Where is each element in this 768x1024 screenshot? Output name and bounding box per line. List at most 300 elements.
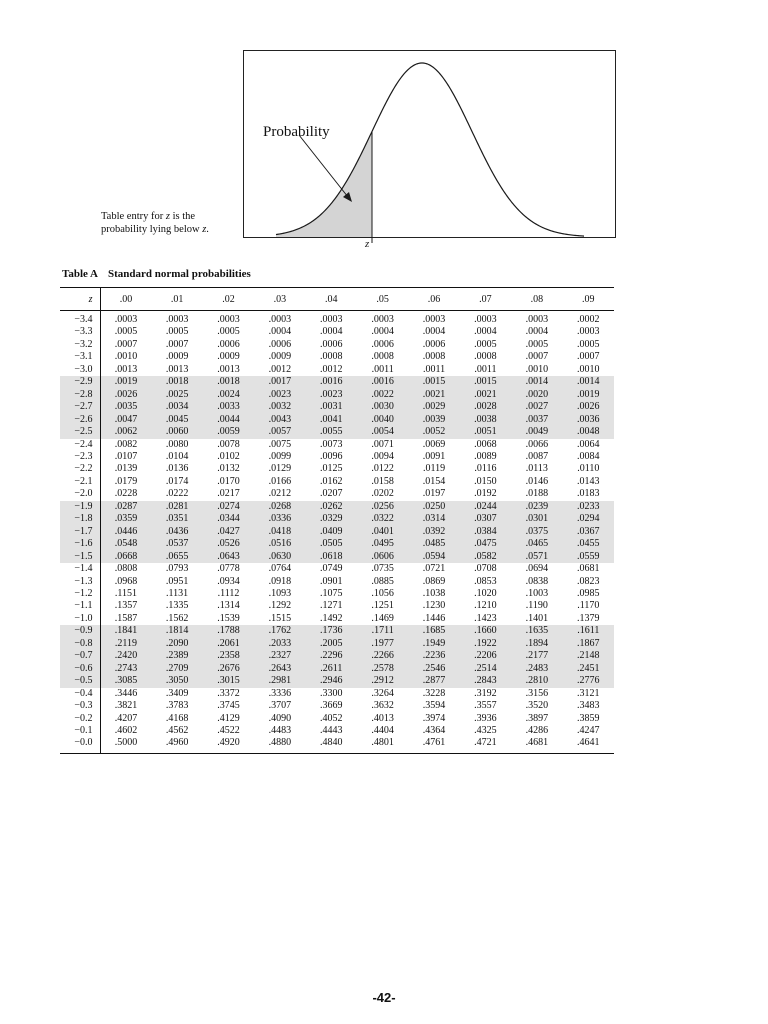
table-row bbox=[60, 700, 614, 712]
probability-cell: .1003 bbox=[525, 587, 549, 599]
probability-cell: .3085 bbox=[114, 675, 138, 687]
probability-cell: .3300 bbox=[320, 687, 343, 699]
probability-cell: .0668 bbox=[114, 550, 138, 562]
caption-variable: z bbox=[202, 224, 207, 235]
table-row bbox=[60, 737, 614, 752]
z-value-cell: −0.6 bbox=[60, 663, 100, 675]
probability-cell: .0274 bbox=[217, 500, 240, 512]
probability-cell: .3050 bbox=[165, 675, 189, 687]
probability-cell: .4247 bbox=[577, 724, 600, 736]
probability-cell: .1379 bbox=[577, 612, 600, 624]
probability-cell: .0233 bbox=[577, 500, 600, 512]
probability-cell: .2946 bbox=[320, 675, 343, 687]
probability-cell: .0192 bbox=[474, 488, 497, 500]
table-row bbox=[60, 414, 614, 426]
probability-cell: .0087 bbox=[525, 450, 549, 462]
z-value-cell: −1.9 bbox=[60, 501, 100, 513]
probability-cell: .1210 bbox=[474, 600, 497, 612]
probability-cell: .0011 bbox=[422, 363, 446, 375]
probability-cell: .0735 bbox=[371, 563, 394, 575]
probability-cell: .0008 bbox=[474, 351, 497, 363]
probability-cell: .0009 bbox=[268, 351, 292, 363]
probability-cell: .3372 bbox=[217, 687, 240, 699]
probability-cell: .1151 bbox=[114, 587, 138, 599]
probability-cell: .1635 bbox=[525, 625, 549, 637]
z-marker-label: z bbox=[365, 238, 370, 250]
probability-cell: .1230 bbox=[422, 600, 446, 612]
probability-cell: .4840 bbox=[320, 737, 343, 749]
probability-cell: .0359 bbox=[114, 513, 138, 525]
probability-cell: .4364 bbox=[422, 724, 446, 736]
probability-cell: .0708 bbox=[474, 563, 497, 575]
probability-cell: .1190 bbox=[525, 600, 548, 612]
column-header: .06 bbox=[427, 293, 441, 305]
probability-cell: .1515 bbox=[268, 612, 292, 624]
probability-cell: .3156 bbox=[525, 687, 549, 699]
table-row bbox=[60, 688, 614, 700]
probability-cell: .0183 bbox=[577, 488, 600, 500]
probability-cell: .4920 bbox=[217, 737, 240, 749]
bell-curve-line bbox=[276, 63, 584, 236]
probability-cell: .0007 bbox=[525, 351, 549, 363]
table-name: Standard normal probabilities bbox=[107, 268, 251, 280]
probability-cell: .2810 bbox=[525, 675, 549, 687]
probability-cell: .0017 bbox=[268, 376, 292, 388]
probability-cell: .2776 bbox=[577, 675, 600, 687]
probability-cell: .0132 bbox=[217, 463, 240, 475]
probability-cell: .0749 bbox=[320, 563, 343, 575]
probability-cell: .0003 bbox=[371, 314, 394, 325]
probability-cell: .0025 bbox=[165, 388, 189, 400]
probability-cell: .0004 bbox=[320, 326, 343, 338]
table-row bbox=[60, 625, 614, 637]
column-header: .05 bbox=[376, 293, 389, 305]
probability-cell: .0125 bbox=[320, 463, 343, 475]
column-header: .09 bbox=[582, 293, 595, 305]
probability-cell: .0005 bbox=[525, 338, 549, 350]
probability-cell: .3121 bbox=[577, 687, 600, 699]
probability-cell: .0336 bbox=[268, 513, 292, 525]
probability-cell: .4286 bbox=[525, 724, 549, 736]
table-title bbox=[62, 268, 251, 280]
z-value-cell: −0.7 bbox=[60, 650, 100, 662]
probability-cell: .3228 bbox=[422, 687, 446, 699]
probability-cell: .2611 bbox=[320, 662, 343, 674]
probability-cell: .1736 bbox=[320, 625, 343, 637]
probability-cell: .0003 bbox=[268, 314, 292, 325]
probability-cell: .4443 bbox=[320, 724, 343, 736]
probability-cell: .1056 bbox=[371, 587, 394, 599]
probability-cell: .1314 bbox=[217, 600, 240, 612]
probability-cell: .0307 bbox=[474, 513, 497, 525]
probability-cell: .0427 bbox=[217, 525, 240, 537]
probability-cell: .0188 bbox=[525, 488, 549, 500]
probability-cell: .0005 bbox=[474, 338, 497, 350]
probability-cell: .0559 bbox=[577, 550, 600, 562]
z-value-cell: −1.0 bbox=[60, 613, 100, 625]
probability-cell: .0069 bbox=[422, 438, 446, 450]
probability-cell: .0015 bbox=[474, 376, 497, 388]
probability-cell: .0681 bbox=[577, 563, 600, 575]
probability-cell: .0004 bbox=[525, 326, 549, 338]
z-value-cell: −1.3 bbox=[60, 576, 100, 588]
probability-cell: .2877 bbox=[422, 675, 446, 687]
probability-cell: .0618 bbox=[320, 550, 343, 562]
probability-cell: .0018 bbox=[165, 376, 189, 388]
probability-cell: .1292 bbox=[268, 600, 292, 612]
probability-cell: .0005 bbox=[165, 326, 189, 338]
probability-cell: .0054 bbox=[371, 426, 394, 438]
table-row bbox=[60, 563, 614, 575]
probability-cell: .0301 bbox=[525, 513, 549, 525]
probability-cell: .0064 bbox=[577, 438, 600, 450]
probability-cell: .0015 bbox=[422, 376, 446, 388]
probability-cell: .1814 bbox=[165, 625, 189, 637]
probability-cell: .0170 bbox=[217, 475, 240, 487]
probability-cell: .3446 bbox=[114, 687, 138, 699]
probability-cell: .0023 bbox=[320, 388, 343, 400]
probability-cell: .0643 bbox=[217, 550, 240, 562]
probability-cell: .2389 bbox=[165, 650, 189, 662]
probability-cell: .2743 bbox=[114, 662, 138, 674]
probability-cell: .0143 bbox=[577, 475, 600, 487]
table-row bbox=[60, 663, 614, 675]
probability-cell: .0071 bbox=[371, 438, 394, 450]
probability-cell: .0951 bbox=[165, 575, 189, 587]
probability-cell: .1539 bbox=[217, 612, 240, 624]
probability-cell: .0043 bbox=[268, 413, 292, 425]
probability-cell: .0027 bbox=[525, 401, 549, 413]
probability-cell: .0080 bbox=[165, 438, 189, 450]
probability-cell: .1562 bbox=[165, 612, 189, 624]
probability-cell: .0012 bbox=[320, 363, 343, 375]
z-value-cell: −0.8 bbox=[60, 638, 100, 650]
probability-cell: .0537 bbox=[165, 538, 189, 550]
probability-cell: .0005 bbox=[577, 338, 600, 350]
probability-cell: .2578 bbox=[371, 662, 394, 674]
probability-cell: .4325 bbox=[474, 724, 497, 736]
z-value-cell: −0.2 bbox=[60, 713, 100, 725]
probability-cell: .3859 bbox=[577, 712, 600, 724]
probability-cell: .2546 bbox=[422, 662, 446, 674]
probability-cell: .0968 bbox=[114, 575, 138, 587]
probability-cell: .2236 bbox=[422, 650, 446, 662]
probability-cell: .4404 bbox=[371, 724, 394, 736]
probability-cell: .0052 bbox=[422, 426, 446, 438]
probability-cell: .4641 bbox=[577, 737, 600, 749]
normal-curve-graphic bbox=[244, 51, 617, 239]
probability-cell: .0778 bbox=[217, 563, 240, 575]
table-row bbox=[60, 376, 614, 388]
probability-cell: .0212 bbox=[268, 488, 292, 500]
probability-cell: .2643 bbox=[268, 662, 292, 674]
probability-cell: .0055 bbox=[320, 426, 343, 438]
probability-cell: .0207 bbox=[320, 488, 343, 500]
probability-cell: .5000 bbox=[114, 737, 138, 749]
probability-cell: .2514 bbox=[474, 662, 497, 674]
probability-cell: .0037 bbox=[525, 413, 549, 425]
probability-cell: .0158 bbox=[371, 475, 394, 487]
probability-cell: .0003 bbox=[165, 314, 189, 325]
probability-cell: .0823 bbox=[577, 575, 600, 587]
probability-cell: .1251 bbox=[371, 600, 394, 612]
probability-cell: .3669 bbox=[320, 700, 343, 712]
probability-cell: .2327 bbox=[268, 650, 292, 662]
table-bottom-rule bbox=[60, 753, 614, 754]
probability-cell: .0244 bbox=[474, 500, 497, 512]
probability-cell: .0606 bbox=[371, 550, 394, 562]
probability-arrow bbox=[299, 135, 348, 197]
table-row bbox=[60, 725, 614, 737]
probability-cell: .0045 bbox=[165, 413, 189, 425]
probability-cell: .0051 bbox=[474, 426, 497, 438]
probability-cell: .0446 bbox=[114, 525, 138, 537]
probability-cell: .0409 bbox=[320, 525, 343, 537]
probability-cell: .0040 bbox=[371, 413, 394, 425]
z-value-cell: −2.1 bbox=[60, 476, 100, 488]
table-row bbox=[60, 650, 614, 662]
probability-cell: .0162 bbox=[320, 475, 343, 487]
probability-cell: .0047 bbox=[114, 413, 138, 425]
z-value-cell: −1.6 bbox=[60, 538, 100, 550]
probability-cell: .0256 bbox=[371, 500, 394, 512]
probability-cell: .0918 bbox=[268, 575, 292, 587]
probability-cell: .0329 bbox=[320, 513, 343, 525]
probability-cell: .1335 bbox=[165, 600, 189, 612]
probability-cell: .0099 bbox=[268, 450, 292, 462]
probability-cell: .0436 bbox=[165, 525, 189, 537]
probability-cell: .0136 bbox=[165, 463, 189, 475]
probability-cell: .2033 bbox=[268, 637, 292, 649]
table-row bbox=[60, 439, 614, 451]
probability-cell: .0011 bbox=[474, 363, 497, 375]
probability-cell: .0129 bbox=[268, 463, 292, 475]
z-value-cell: −2.6 bbox=[60, 414, 100, 426]
probability-cell: .0287 bbox=[114, 500, 138, 512]
probability-cell: .1492 bbox=[320, 612, 343, 624]
probability-cell: .4721 bbox=[474, 737, 497, 749]
probability-cell: .0853 bbox=[474, 575, 497, 587]
probability-cell: .1446 bbox=[422, 612, 446, 624]
z-value-cell: −1.8 bbox=[60, 513, 100, 525]
probability-cell: .1271 bbox=[320, 600, 343, 612]
probability-cell: .2912 bbox=[371, 675, 394, 687]
probability-cell: .4801 bbox=[371, 737, 394, 749]
probability-cell: .0139 bbox=[114, 463, 138, 475]
z-value-cell: −2.4 bbox=[60, 439, 100, 451]
shaded-probability-area bbox=[276, 131, 372, 237]
probability-cell: .2843 bbox=[474, 675, 497, 687]
probability-cell: .0004 bbox=[268, 326, 292, 338]
probability-cell: .1170 bbox=[577, 600, 600, 612]
probability-cell: .0039 bbox=[422, 413, 446, 425]
z-value-cell: −2.2 bbox=[60, 463, 100, 475]
probability-cell: .0375 bbox=[525, 525, 549, 537]
probability-cell: .0004 bbox=[422, 326, 446, 338]
probability-cell: .4052 bbox=[320, 712, 343, 724]
probability-cell: .3936 bbox=[474, 712, 497, 724]
table-label: Table A bbox=[62, 268, 98, 280]
probability-cell: .0384 bbox=[474, 525, 497, 537]
probability-cell: .2420 bbox=[114, 650, 138, 662]
header-row bbox=[60, 288, 614, 311]
probability-cell: .0222 bbox=[165, 488, 189, 500]
z-value-cell: −0.5 bbox=[60, 675, 100, 687]
probability-cell: .0594 bbox=[422, 550, 446, 562]
table-header bbox=[60, 288, 614, 311]
table-row bbox=[60, 401, 614, 413]
probability-cell: .3897 bbox=[525, 712, 549, 724]
probability-cell: .0008 bbox=[422, 351, 446, 363]
probability-cell: .1788 bbox=[217, 625, 240, 637]
z-value-cell: −0.4 bbox=[60, 688, 100, 700]
z-value-cell: −0.1 bbox=[60, 725, 100, 737]
probability-cell: .0094 bbox=[371, 450, 394, 462]
probability-cell: .3974 bbox=[422, 712, 446, 724]
probability-cell: .0367 bbox=[577, 525, 600, 537]
probability-cell: .2177 bbox=[525, 650, 549, 662]
table-row bbox=[60, 476, 614, 488]
probability-cell: .0150 bbox=[474, 475, 497, 487]
probability-cell: .0885 bbox=[371, 575, 394, 587]
probability-cell: .0018 bbox=[217, 376, 240, 388]
probability-cell: .0033 bbox=[217, 401, 240, 413]
table-row bbox=[60, 501, 614, 513]
probability-cell: .0026 bbox=[114, 388, 138, 400]
probability-cell: .1711 bbox=[371, 625, 394, 637]
probability-cell: .0002 bbox=[577, 314, 600, 325]
probability-cell: .4168 bbox=[165, 712, 189, 724]
probability-cell: .0084 bbox=[577, 450, 600, 462]
probability-cell: .2266 bbox=[371, 650, 394, 662]
probability-cell: .4090 bbox=[268, 712, 292, 724]
probability-cell: .4602 bbox=[114, 724, 138, 736]
probability-cell: .0322 bbox=[371, 513, 394, 525]
probability-cell: .3783 bbox=[165, 700, 189, 712]
table-row bbox=[60, 588, 614, 600]
column-header: .08 bbox=[530, 293, 544, 305]
probability-cell: .0003 bbox=[217, 314, 240, 325]
probability-cell: .0764 bbox=[268, 563, 292, 575]
probability-cell: .0049 bbox=[525, 426, 549, 438]
probability-cell: .0110 bbox=[577, 463, 600, 475]
standard-normal-table bbox=[60, 287, 614, 753]
table-body bbox=[60, 311, 614, 753]
probability-cell: .1020 bbox=[474, 587, 497, 599]
z-value-cell: −2.8 bbox=[60, 389, 100, 401]
probability-cell: .0122 bbox=[371, 463, 394, 475]
probability-cell: .0044 bbox=[217, 413, 240, 425]
probability-cell: .1587 bbox=[114, 612, 138, 624]
probability-cell: .0014 bbox=[525, 376, 549, 388]
probability-cell: .0154 bbox=[422, 475, 446, 487]
z-value-cell: −2.3 bbox=[60, 451, 100, 463]
probability-cell: .2090 bbox=[165, 637, 189, 649]
probability-cell: .0485 bbox=[422, 538, 446, 550]
table-container bbox=[60, 287, 614, 754]
probability-cell: .2005 bbox=[320, 637, 343, 649]
probability-cell: .0694 bbox=[525, 563, 549, 575]
z-value-cell: −0.3 bbox=[60, 700, 100, 712]
z-value-cell: −1.7 bbox=[60, 526, 100, 538]
table-row bbox=[60, 488, 614, 500]
probability-cell: .0808 bbox=[114, 563, 138, 575]
caption-text: . bbox=[206, 224, 209, 235]
probability-cell: .0026 bbox=[577, 401, 600, 413]
probability-cell: .3483 bbox=[577, 700, 600, 712]
probability-cell: .0096 bbox=[320, 450, 343, 462]
normal-curve-figure bbox=[243, 50, 616, 238]
probability-cell: .1762 bbox=[268, 625, 292, 637]
probability-cell: .0344 bbox=[217, 513, 240, 525]
probability-cell: .0655 bbox=[165, 550, 189, 562]
probability-cell: .0021 bbox=[474, 388, 497, 400]
table-row bbox=[60, 538, 614, 550]
table-row bbox=[60, 351, 614, 363]
probability-cell: .0028 bbox=[474, 401, 497, 413]
probability-cell: .1867 bbox=[577, 637, 600, 649]
probability-cell: .0010 bbox=[577, 363, 600, 375]
probability-cell: .0174 bbox=[165, 475, 189, 487]
probability-cell: .0007 bbox=[114, 338, 138, 350]
table-row bbox=[60, 613, 614, 625]
caption-variable: z bbox=[165, 211, 170, 222]
table-row bbox=[60, 551, 614, 563]
probability-cell: .2061 bbox=[217, 637, 240, 649]
probability-cell: .0019 bbox=[114, 376, 138, 388]
probability-cell: .0004 bbox=[474, 326, 497, 338]
z-value-cell: −2.5 bbox=[60, 426, 100, 438]
probability-label: Probability bbox=[263, 124, 330, 140]
probability-cell: .0869 bbox=[422, 575, 446, 587]
z-value-cell: −3.0 bbox=[60, 364, 100, 376]
probability-cell: .4761 bbox=[422, 737, 446, 749]
probability-cell: .0505 bbox=[320, 538, 343, 550]
z-value-cell: −3.1 bbox=[60, 351, 100, 363]
probability-cell: .0013 bbox=[165, 363, 189, 375]
column-header: .03 bbox=[273, 293, 287, 305]
probability-cell: .0030 bbox=[371, 401, 394, 413]
probability-cell: .3336 bbox=[268, 687, 292, 699]
probability-cell: .0014 bbox=[577, 376, 600, 388]
column-header: .04 bbox=[325, 293, 338, 305]
probability-cell: .0006 bbox=[320, 338, 343, 350]
probability-cell: .4681 bbox=[525, 737, 549, 749]
probability-cell: .1131 bbox=[166, 587, 189, 599]
probability-cell: .1401 bbox=[525, 612, 549, 624]
probability-cell: .2981 bbox=[268, 675, 292, 687]
probability-cell: .0516 bbox=[268, 538, 292, 550]
probability-cell: .0548 bbox=[114, 538, 138, 550]
probability-cell: .0005 bbox=[114, 326, 138, 338]
probability-cell: .0009 bbox=[165, 351, 189, 363]
probability-cell: .0475 bbox=[474, 538, 497, 550]
probability-cell: .0008 bbox=[371, 351, 394, 363]
probability-cell: .0010 bbox=[525, 363, 549, 375]
column-header: .02 bbox=[222, 293, 235, 305]
probability-cell: .3015 bbox=[217, 675, 240, 687]
probability-cell: .0013 bbox=[217, 363, 240, 375]
probability-cell: .0019 bbox=[577, 388, 600, 400]
probability-cell: .0239 bbox=[525, 500, 549, 512]
page-number: -42- bbox=[372, 990, 396, 1005]
probability-cell: .0073 bbox=[320, 438, 343, 450]
table-row bbox=[60, 713, 614, 725]
probability-cell: .0793 bbox=[165, 563, 189, 575]
probability-cell: .1685 bbox=[422, 625, 446, 637]
z-value-cell: −3.3 bbox=[60, 326, 100, 338]
table-row bbox=[60, 326, 614, 338]
